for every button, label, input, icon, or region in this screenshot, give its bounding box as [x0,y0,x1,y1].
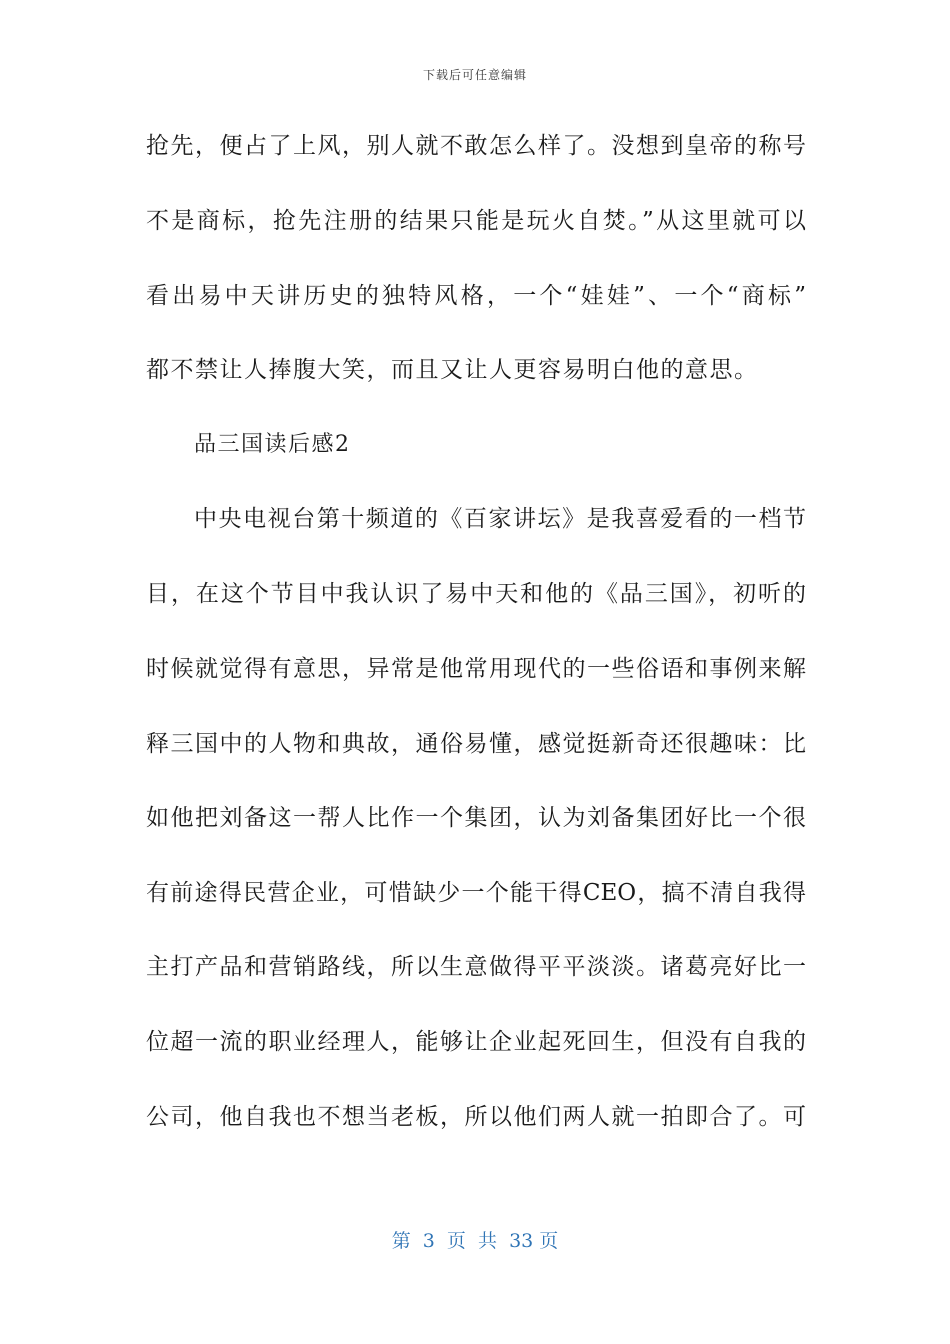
page-number-footer: 第 3 页 共 33 页 [391,1230,559,1252]
paragraph-line: 中央电视台第十频道的《百家讲坛》是我喜爱看的一档节 [194,506,806,532]
paragraph-line: 位超一流的职业经理人，能够让企业起死回生，但没有自我的 [146,1029,806,1055]
paragraph-line: 有前途得民营企业，可惜缺少一个能干得CEO，搞不清自我得 [146,880,806,906]
paragraph-line: 都不禁让人捧腹大笑，而且又让人更容易明白他的意思。 [146,357,759,383]
paragraph-line: 释三国中的人物和典故，通俗易懂，感觉挺新奇还很趣味：比 [146,731,806,757]
page-header-note: 下载后可任意编辑 [422,68,527,82]
paragraph-line: 不是商标，抢先注册的结果只能是玩火自焚。”从这里就可以 [146,208,806,234]
paragraph-line: 看出易中天讲历史的独特风格，一个“娃娃”、一个“商标” [146,283,806,309]
paragraph-line: 如他把刘备这一帮人比作一个集团，认为刘备集团好比一个很 [146,805,806,831]
paragraph-line: 目，在这个节目中我认识了易中天和他的《品三国》，初听的 [146,581,806,607]
section-heading: 品三国读后感2 [194,432,351,457]
paragraph-line: 抢先，便占了上风，别人就不敢怎么样了。没想到皇帝的称号 [146,133,806,159]
paragraph-line: 主打产品和营销路线，所以生意做得平平淡淡。诸葛亮好比一 [146,954,806,980]
paragraph-line: 公司，他自我也不想当老板，所以他们两人就一拍即合了。可 [146,1104,806,1130]
paragraph-line: 时候就觉得有意思，异常是他常用现代的一些俗语和事例来解 [146,656,806,682]
